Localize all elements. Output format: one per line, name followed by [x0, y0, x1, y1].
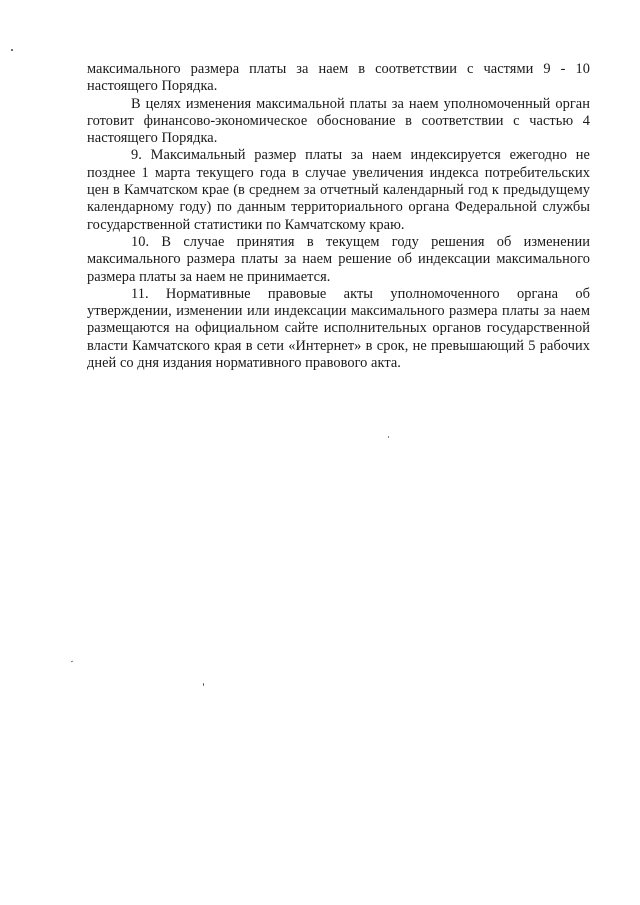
paragraph-item-9: 9. Максимальный размер платы за наем индексируется ежегодно не позднее 1 марта текущего года в случае увеличения индекса потребительских цен в Камчатском крае (в среднем за отчетный календарный год к предыдущему календарному году) по данным территориального органа Федеральной службы государственной статистики по Камчатскому краю.: [87, 147, 590, 233]
paragraph-justification: В целях изменения максимальной платы за наем уполномоченный орган готовит финансово-экономическое обоснование в соответствии с частью 4 настоящего Порядка.: [87, 95, 590, 147]
paragraph-item-10: 10. В случае принятия в текущем году решения об изменении максимального размера платы за наем решение об индексации максимального размера платы за наем не принимается.: [87, 233, 590, 285]
document-body: [87, 61, 590, 372]
scan-speck: [71, 661, 73, 663]
scan-speck: [388, 436, 389, 438]
scan-speck: [203, 683, 204, 686]
paragraph-item-11: 11. Нормативные правовые акты уполномоченного органа об утверждении, изменении или индексации максимального размера платы за наем размещаются на официальном сайте исполнительных органов государственной власти Камчатского края в сети «Интернет» в срок, не превышающий 5 рабочих дней со дня издания нормативного правового акта.: [87, 285, 590, 372]
paragraph-continuation: максимального размера платы за наем в соответствии с частями 9 - 10 настоящего Порядка.: [87, 61, 590, 95]
scan-speck: [11, 49, 13, 51]
